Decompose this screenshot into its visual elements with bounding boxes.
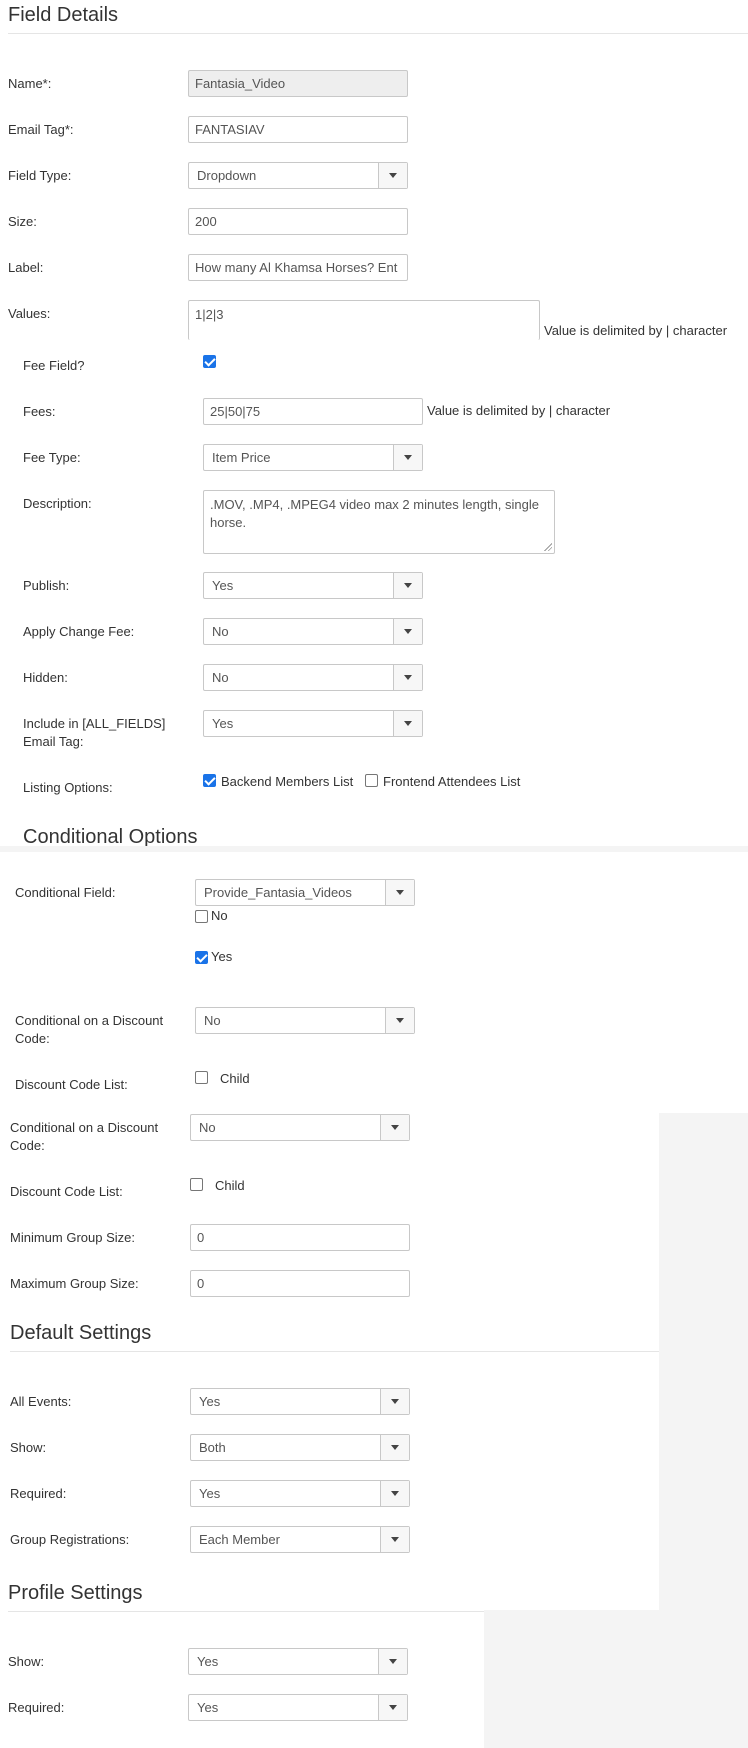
discount-list-2-option: Child xyxy=(215,1178,245,1193)
option-no-label: No xyxy=(211,908,228,923)
discount-code-2-select[interactable] xyxy=(190,1114,410,1141)
discount-list-1-checkbox[interactable] xyxy=(195,1071,208,1084)
max-group-label: Maximum Group Size: xyxy=(10,1276,139,1291)
apply-change-fee-value: No xyxy=(212,624,229,639)
profile-settings-rule xyxy=(8,1611,484,1612)
default-settings-rule xyxy=(10,1351,659,1352)
field-type-value: Dropdown xyxy=(197,168,257,183)
max-group-input[interactable]: 0 xyxy=(190,1270,410,1297)
background-panel-right-2 xyxy=(484,1610,748,1748)
fee-field-checkbox[interactable] xyxy=(203,355,216,368)
description-text: .MOV, .MP4, .MPEG4 video max 2 minutes length, single horse. xyxy=(210,497,539,530)
chevron-down-icon[interactable] xyxy=(393,711,422,736)
default-show-value: Both xyxy=(199,1440,226,1455)
default-show-label: Show: xyxy=(10,1440,47,1455)
label-label: Label: xyxy=(8,260,44,275)
conditional-field-select[interactable] xyxy=(195,879,415,906)
profile-show-value: Yes xyxy=(197,1654,219,1669)
group-registrations-value: Each Member xyxy=(199,1532,280,1547)
discount-code-2-label-1: Conditional on a Discount xyxy=(10,1120,159,1135)
profile-show-select[interactable] xyxy=(188,1648,408,1675)
chevron-down-icon[interactable] xyxy=(380,1115,409,1140)
name-label: Name*: xyxy=(8,76,52,91)
apply-change-fee-label: Apply Change Fee: xyxy=(23,624,135,639)
email-tag-input[interactable]: FANTASIAV xyxy=(188,116,408,143)
discount-list-2-checkbox[interactable] xyxy=(190,1178,203,1191)
include-all-fields-select[interactable] xyxy=(203,710,423,737)
listing-options-label: Listing Options: xyxy=(23,780,113,795)
description-label: Description: xyxy=(23,496,92,511)
default-required-select[interactable] xyxy=(190,1480,410,1507)
values-textarea[interactable]: 1|2|3 xyxy=(188,300,540,340)
discount-list-1-label: Discount Code List: xyxy=(15,1077,128,1092)
profile-required-label: Required: xyxy=(8,1700,65,1715)
discount-code-1-label-1: Conditional on a Discount xyxy=(15,1013,164,1028)
chevron-down-icon[interactable] xyxy=(393,619,422,644)
name-input[interactable]: Fantasia_Video xyxy=(188,70,408,97)
discount-code-2-label-2: Code: xyxy=(10,1138,45,1153)
field-type-label: Field Type: xyxy=(8,168,72,183)
background-panel-top xyxy=(0,846,748,852)
default-settings-heading: Default Settings xyxy=(10,1322,152,1344)
conditional-options-heading: Conditional Options xyxy=(23,826,198,846)
profile-settings-heading: Profile Settings xyxy=(8,1582,143,1604)
publish-select[interactable] xyxy=(203,572,423,599)
group-registrations-select[interactable] xyxy=(190,1526,410,1553)
values-label: Values: xyxy=(8,306,51,321)
fee-type-select[interactable] xyxy=(203,444,423,471)
conditional-field-label: Conditional Field: xyxy=(15,885,116,900)
include-all-fields-value: Yes xyxy=(212,716,234,731)
chevron-down-icon[interactable] xyxy=(378,163,407,188)
hidden-label: Hidden: xyxy=(23,670,68,685)
profile-show-label: Show: xyxy=(8,1654,45,1669)
group-registrations-label: Group Registrations: xyxy=(10,1532,130,1547)
publish-value: Yes xyxy=(212,578,234,593)
min-group-label: Minimum Group Size: xyxy=(10,1230,135,1245)
discount-code-1-label-2: Code: xyxy=(15,1031,50,1046)
fee-type-value: Item Price xyxy=(212,450,271,465)
chevron-down-icon[interactable] xyxy=(378,1695,407,1720)
email-tag-label: Email Tag*: xyxy=(8,122,74,137)
backend-members-checkbox[interactable] xyxy=(203,774,216,787)
description-textarea[interactable] xyxy=(203,490,555,554)
frontend-attendees-checkbox[interactable] xyxy=(365,774,378,787)
conditional-field-value: Provide_Fantasia_Videos xyxy=(204,885,352,900)
chevron-down-icon[interactable] xyxy=(393,445,422,470)
field-details-rule xyxy=(8,33,748,34)
chevron-down-icon[interactable] xyxy=(380,1389,409,1414)
resize-grip-icon[interactable] xyxy=(544,543,552,551)
field-type-select[interactable] xyxy=(188,162,408,189)
frontend-attendees-label: Frontend Attendees List xyxy=(383,774,521,789)
chevron-down-icon[interactable] xyxy=(380,1527,409,1552)
chevron-down-icon[interactable] xyxy=(380,1481,409,1506)
fee-field-label: Fee Field? xyxy=(23,358,85,373)
chevron-down-icon[interactable] xyxy=(380,1435,409,1460)
chevron-down-icon[interactable] xyxy=(385,880,414,905)
size-input[interactable]: 200 xyxy=(188,208,408,235)
all-events-value: Yes xyxy=(199,1394,221,1409)
include-all-fields-label-2: Email Tag: xyxy=(23,734,84,749)
default-show-select[interactable] xyxy=(190,1434,410,1461)
field-details-heading: Field Details xyxy=(8,4,119,26)
discount-list-1-option: Child xyxy=(220,1071,250,1086)
chevron-down-icon[interactable] xyxy=(393,665,422,690)
fees-hint: Value is delimited by | character xyxy=(427,403,611,418)
backend-members-label: Backend Members List xyxy=(221,774,354,789)
discount-code-2-value: No xyxy=(199,1120,216,1135)
fees-label: Fees: xyxy=(23,404,56,419)
discount-list-2-label: Discount Code List: xyxy=(10,1184,123,1199)
discount-code-1-value: No xyxy=(204,1013,221,1028)
background-panel-right-1 xyxy=(659,1113,748,1610)
default-required-value: Yes xyxy=(199,1486,221,1501)
chevron-down-icon[interactable] xyxy=(393,573,422,598)
profile-required-value: Yes xyxy=(197,1700,219,1715)
option-yes-checkbox[interactable] xyxy=(195,951,208,964)
all-events-label: All Events: xyxy=(10,1394,72,1409)
publish-label: Publish: xyxy=(23,578,70,593)
fee-type-label: Fee Type: xyxy=(23,450,81,465)
option-yes-label: Yes xyxy=(211,949,233,964)
label-input[interactable]: How many Al Khamsa Horses? Ent xyxy=(188,254,408,281)
hidden-value: No xyxy=(212,670,229,685)
size-label: Size: xyxy=(8,214,37,229)
min-group-input[interactable]: 0 xyxy=(190,1224,410,1251)
chevron-down-icon[interactable] xyxy=(378,1649,407,1674)
values-hint: Value is delimited by | character xyxy=(544,323,728,338)
chevron-down-icon[interactable] xyxy=(385,1008,414,1033)
option-no-checkbox[interactable] xyxy=(195,910,208,923)
discount-code-1-select[interactable] xyxy=(195,1007,415,1034)
fees-input[interactable]: 25|50|75 xyxy=(203,398,423,425)
include-all-fields-label-1: Include in [ALL_FIELDS] xyxy=(23,716,166,731)
hidden-select[interactable] xyxy=(203,664,423,691)
all-events-select[interactable] xyxy=(190,1388,410,1415)
apply-change-fee-select[interactable] xyxy=(203,618,423,645)
profile-required-select[interactable] xyxy=(188,1694,408,1721)
default-required-label: Required: xyxy=(10,1486,67,1501)
